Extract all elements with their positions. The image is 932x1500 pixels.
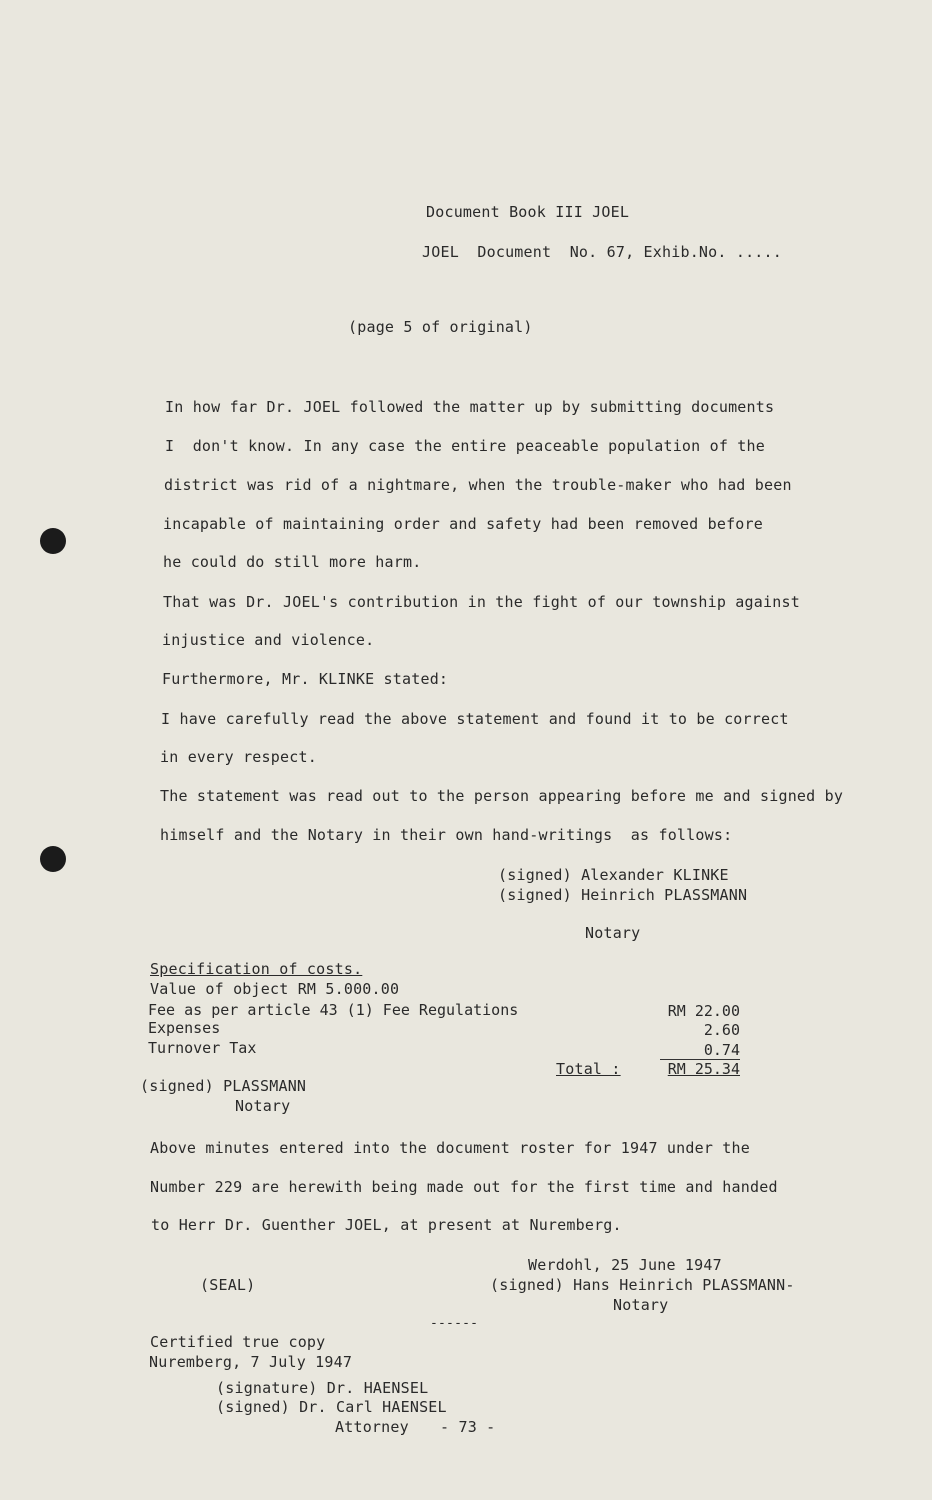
punch-hole-bottom [40,846,66,872]
document-number: JOEL Document No. 67, Exhib.No. ..... [422,243,782,261]
body-line: he could do still more harm. [163,553,422,571]
closing-signed: (signed) Hans Heinrich PLASSMANN- [490,1276,795,1294]
body-line: himself and the Notary in their own hand-writings as follows: [160,826,733,844]
costs-heading: Specification of costs. [150,960,363,978]
certification-signed: (signed) Dr. Carl HAENSEL [216,1398,447,1416]
body-line: That was Dr. JOEL's contribution in the fight of our township against [163,593,800,611]
body-line: district was rid of a nightmare, when the trouble-maker who had been [164,476,792,494]
closing-title: Notary [613,1296,669,1314]
certified-copy: Certified true copy [150,1333,326,1351]
certified-place-date: Nuremberg, 7 July 1947 [149,1353,353,1371]
minutes-line: Number 229 are herewith being made out for the first time and handed [150,1178,778,1196]
closing-place-date: Werdohl, 25 June 1947 [528,1256,722,1274]
signature-plassmann: (signed) Heinrich PLASSMANN [498,886,748,904]
signature-klinke: (signed) Alexander KLINKE [498,866,729,884]
body-line: incapable of maintaining order and safety had been removed before [163,515,763,533]
minutes-line: Above minutes entered into the document roster for 1947 under the [150,1139,750,1157]
costs-total-label: Total : [556,1060,621,1078]
page-number: - 73 - [440,1418,496,1436]
cost-item-label: Turnover Tax [148,1039,257,1057]
seal-label: (SEAL) [200,1276,256,1294]
notary-title: Notary [585,924,641,942]
punch-hole-top [40,528,66,554]
costs-total-amount: RM 25.34 [667,1060,740,1078]
cost-item-label: Expenses [148,1019,221,1037]
costs-object-value: Value of object RM 5.000.00 [150,980,400,998]
body-line: The statement was read out to the person appearing before me and signed by [160,787,844,805]
closing-divider: ------ [430,1316,479,1331]
body-line: in every respect. [160,748,317,766]
document-book-title: Document Book III JOEL [426,203,630,221]
body-line: In how far Dr. JOEL followed the matter up by submitting documents [165,398,775,416]
body-line: injustice and violence. [162,631,375,649]
attorney-title: Attorney [335,1418,409,1436]
body-line: I don't know. In any case the entire peaceable population of the [165,437,765,455]
cost-item-label: Fee as per article 43 (1) Fee Regulations [148,1001,519,1019]
body-line: Furthermore, Mr. KLINKE stated: [162,670,449,688]
cost-item-amount: 0.74 [703,1041,740,1059]
cost-item-amount: 2.60 [703,1021,740,1039]
cost-item-amount: RM 22.00 [667,1002,740,1020]
costs-signed: (signed) PLASSMANN [140,1077,307,1095]
body-line: I have carefully read the above statement and found it to be correct [161,710,789,728]
certification-signature: (signature) Dr. HAENSEL [216,1379,429,1397]
minutes-line: to Herr Dr. Guenther JOEL, at present at Nuremberg. [151,1216,622,1234]
costs-signed-title: Notary [235,1097,291,1115]
page-reference: (page 5 of original) [348,318,533,336]
